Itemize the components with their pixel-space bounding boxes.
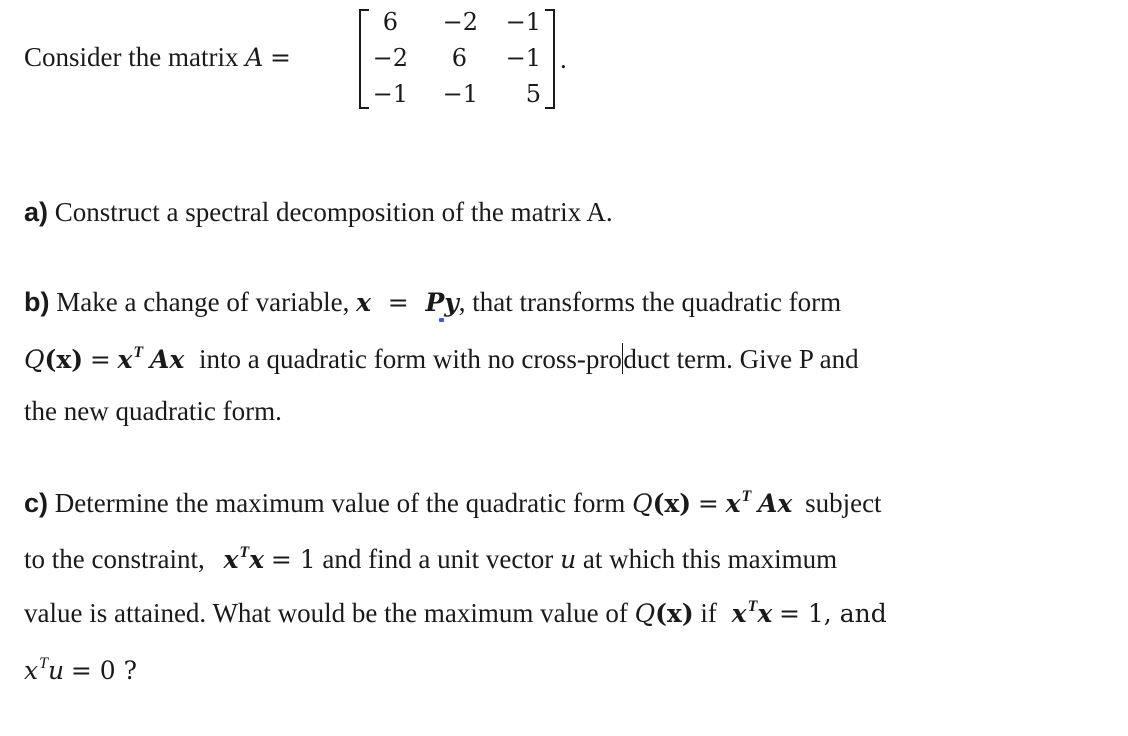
var-x: x [356,288,371,317]
part-c-text-7: if [700,598,717,628]
part-c-text-5: at which this maximum [582,544,838,574]
transpose-mark: T [39,655,49,672]
var-x: x [117,345,133,374]
matrix-cell: −2 [372,44,408,72]
transpose-mark: T [747,598,758,615]
equals-sign: = [387,288,409,317]
part-b-text-2: , that transforms the quadratic form [458,287,842,317]
matrix-cell: −1 [505,44,541,72]
part-c-text-1: Determine the maximum value of the quadratic form [54,488,626,518]
var-qx: (x) [44,345,84,374]
var-u: u [48,656,65,685]
part-a [24,199,613,226]
matrix-cell: 6 [382,8,398,36]
transpose-mark: T [133,344,144,361]
var-ax: Ax [149,345,185,374]
part-b-label: b) [24,287,50,317]
matrix-period: . [560,44,567,74]
part-c-text-4: and find a unit vector [322,544,554,574]
var-q: Q [632,489,653,518]
part-c-label: c) [24,488,49,518]
matrix-cell: 5 [525,80,541,108]
matrix-cell: −1 [505,8,541,36]
var-qx: (x) [652,489,692,518]
transpose-mark: T [741,488,752,505]
constraint-value: = 1, and [779,599,887,628]
var-py: Py [425,288,459,317]
var-x: x [249,545,265,574]
part-a-label: a) [24,197,49,227]
var-qx: (x) [655,599,694,628]
part-a-text: Construct a spectral decomposition of the matrix A. [54,197,613,227]
part-c-line-4 [24,656,137,684]
part-b-text-3: into a quadratic form with no cross-pro [199,344,622,374]
part-b-text-3b: duct term. Give P and [623,344,859,374]
part-c-text-6: value is attained. What would be the maximum value of [24,598,628,628]
var-u: u [560,545,577,574]
orthogonality-condition: = 0 ? [70,656,138,685]
var-x: x [24,656,39,685]
matrix-cell: −1 [442,80,478,108]
part-b-line-2 [24,343,859,374]
part-c-text-2: subject [805,488,882,518]
part-c-line-3 [24,599,887,627]
var-x: x [223,545,239,574]
equals-sign: = [89,345,111,374]
var-x: x [757,599,773,628]
var-ax: Ax [758,489,793,518]
matrix-cell: 6 [451,44,467,72]
part-c-text-3: to the constraint, [24,544,205,574]
equals-sign: = [697,489,719,518]
part-b-text-4: the new quadratic form. [24,396,282,426]
matrix-right-bracket [545,9,555,109]
constraint-value: = 1 [270,545,316,574]
equals-sign: = [270,43,291,72]
part-c-line-1 [24,489,882,517]
intro-text: Consider the matrix [24,42,239,72]
part-c-line-2 [24,545,837,573]
matrix-cell: −2 [442,8,478,36]
part-b-text-1: Make a change of variable, [56,287,350,317]
var-x: x [725,489,741,518]
part-b-line-1 [24,289,841,316]
matrix-symbol: A [245,43,264,72]
part-b-line-3 [24,398,282,425]
var-x: x [731,599,747,628]
intro-line [24,44,291,71]
var-q: Q [24,345,45,374]
var-q: Q [634,599,656,628]
matrix-cell: −1 [372,80,408,108]
transpose-mark: T [239,544,250,561]
